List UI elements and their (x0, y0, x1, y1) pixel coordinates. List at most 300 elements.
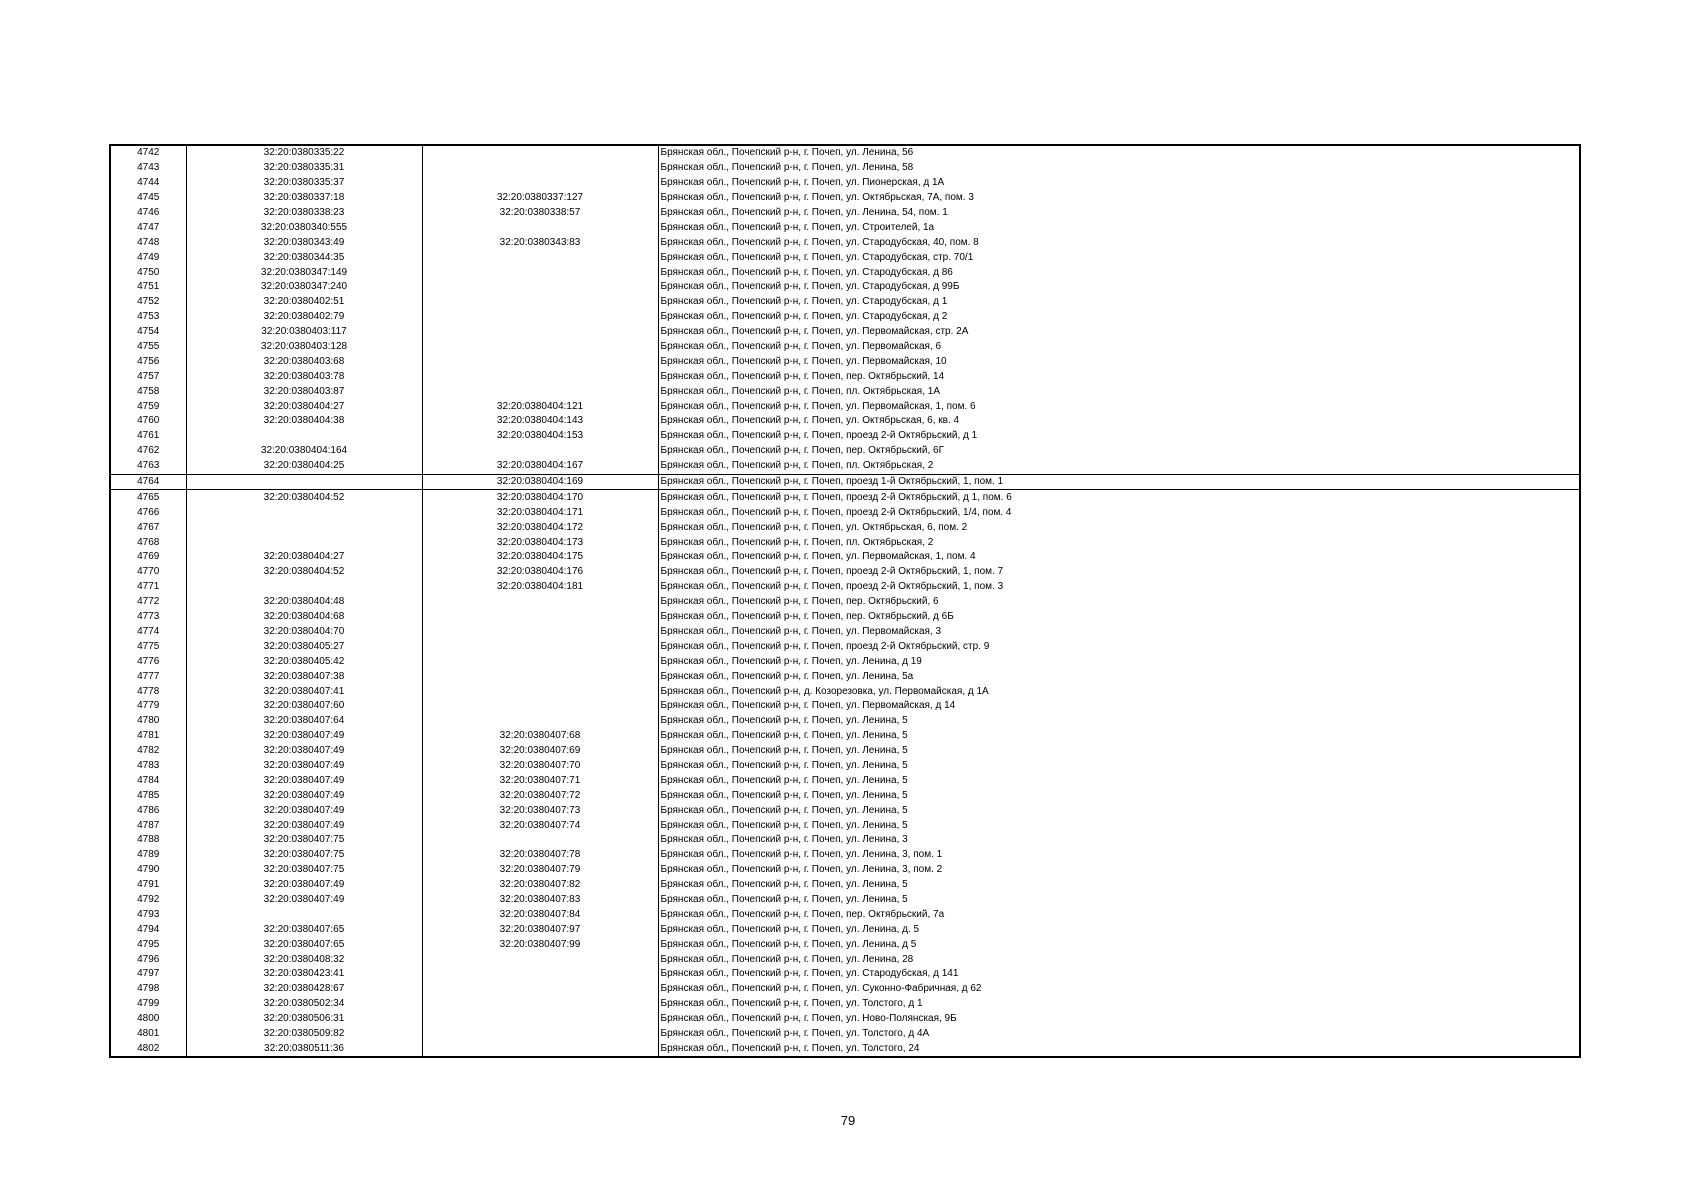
table-row (110, 654, 1580, 669)
row-number-cell: 4772 (110, 595, 186, 610)
address-cell: Брянская обл., Почепский р-н, г. Почеп, ул. Стародубская, д 99Б (660, 281, 960, 293)
cadastral-number-cell: 32:20:0380407:49 (186, 818, 422, 833)
table-row (110, 759, 1580, 774)
object-number-cell (422, 220, 658, 235)
table-row (110, 280, 1580, 295)
address-cell: Брянская обл., Почепский р-н, г. Почеп, проезд 2-й Октябрьский, 1, пом. 7 (660, 566, 1004, 578)
cadastral-number-cell: 32:20:0380407:75 (186, 848, 422, 863)
row-number-cell: 4786 (110, 803, 186, 818)
object-number-cell (422, 145, 658, 161)
row-number-cell: 4756 (110, 354, 186, 369)
table-row (110, 937, 1580, 952)
address-cell: Брянская обл., Почепский р-н, г. Почеп, ул. Стародубская, 40, пом. 8 (660, 236, 979, 248)
object-number-cell: 32:20:0380404:143 (422, 414, 658, 429)
table-row (110, 145, 1580, 161)
row-number-cell: 4774 (110, 625, 186, 640)
table-row (110, 1041, 1580, 1057)
cadastral-number-cell: 32:20:0380407:41 (186, 684, 422, 699)
table-row (110, 550, 1580, 565)
document-table (109, 144, 1581, 1058)
cadastral-number-cell: 32:20:0380407:49 (186, 773, 422, 788)
object-number-cell (422, 354, 658, 369)
address-cell: Брянская обл., Почепский р-н, г. Почеп, ул. Ленина, 58 (660, 162, 914, 174)
cadastral-number-cell: 32:20:0380506:31 (186, 1012, 422, 1027)
table-row (110, 714, 1580, 729)
row-number-cell: 4764 (110, 474, 186, 490)
address-cell: Брянская обл., Почепский р-н, г. Почеп, ул. Ленина, д 19 (660, 655, 922, 667)
cadastral-number-cell: 32:20:0380407:65 (186, 922, 422, 937)
address-cell: Брянская обл., Почепский р-н, г. Почеп, пер. Октябрьский, д 6Б (660, 611, 954, 623)
object-number-cell: 32:20:0380407:82 (422, 878, 658, 893)
cadastral-number-cell: 32:20:0380428:67 (186, 982, 422, 997)
object-number-cell (422, 967, 658, 982)
table-row (110, 490, 1580, 505)
object-number-cell: 32:20:0380407:79 (422, 863, 658, 878)
object-number-cell (422, 1027, 658, 1042)
object-number-cell (422, 639, 658, 654)
address-cell: Брянская обл., Почепский р-н, г. Почеп, ул. Ленина, 5 (660, 804, 908, 816)
cadastral-number-cell (186, 535, 422, 550)
table-row (110, 967, 1580, 982)
object-number-cell (422, 1012, 658, 1027)
address-cell: Брянская обл., Почепский р-н, г. Почеп, ул. Ленина, 5 (660, 893, 908, 905)
object-number-cell (422, 952, 658, 967)
table-row (110, 833, 1580, 848)
object-number-cell: 32:20:0380407:73 (422, 803, 658, 818)
row-number-cell: 4782 (110, 744, 186, 759)
row-number-cell: 4765 (110, 490, 186, 505)
object-number-cell (422, 684, 658, 699)
object-number-cell: 32:20:0380407:74 (422, 818, 658, 833)
table-row (110, 535, 1580, 550)
cadastral-number-cell: 32:20:0380403:68 (186, 354, 422, 369)
address-cell: Брянская обл., Почепский р-н, г. Почеп, проезд 2-й Октябрьский, 1, пом. 3 (660, 581, 1004, 593)
table-row (110, 625, 1580, 640)
row-number-cell: 4800 (110, 1012, 186, 1027)
cadastral-number-cell (186, 474, 422, 490)
table-row (110, 414, 1580, 429)
address-cell: Брянская обл., Почепский р-н, г. Почеп, ул. Пионерская, д 1А (660, 177, 945, 189)
table-row (110, 669, 1580, 684)
row-number-cell: 4775 (110, 639, 186, 654)
cadastral-number-cell: 32:20:0380407:49 (186, 759, 422, 774)
object-number-cell (422, 369, 658, 384)
table-row (110, 699, 1580, 714)
table-row (110, 952, 1580, 967)
table-body (110, 145, 1580, 1057)
object-number-cell: 32:20:0380343:83 (422, 235, 658, 250)
object-number-cell: 32:20:0380337:127 (422, 191, 658, 206)
object-number-cell: 32:20:0380407:99 (422, 937, 658, 952)
cadastral-number-cell (186, 429, 422, 444)
row-number-cell: 4771 (110, 580, 186, 595)
row-number-cell: 4783 (110, 759, 186, 774)
address-cell: Брянская обл., Почепский р-н, г. Почеп, ул. Стародубская, д 1 (660, 296, 948, 308)
address-cell: Брянская обл., Почепский р-н, г. Почеп, ул. Ленина, д. 5 (660, 923, 920, 935)
address-cell: Брянская обл., Почепский р-н, г. Почеп, проезд 2-й Октябрьский, д 1 (660, 430, 978, 442)
object-number-cell: 32:20:0380404:121 (422, 399, 658, 414)
address-cell: Брянская обл., Почепский р-н, г. Почеп, пер. Октябрьский, 7а (660, 908, 945, 920)
address-cell: Брянская обл., Почепский р-н, г. Почеп, ул. Первомайская, 3 (660, 625, 942, 637)
row-number-cell: 4742 (110, 145, 186, 161)
row-number-cell: 4766 (110, 505, 186, 520)
row-number-cell: 4781 (110, 729, 186, 744)
object-number-cell: 32:20:0380404:181 (422, 580, 658, 595)
cadastral-number-cell: 32:20:0380408:32 (186, 952, 422, 967)
row-number-cell: 4777 (110, 669, 186, 684)
cadastral-number-cell: 32:20:0380407:49 (186, 729, 422, 744)
cadastral-number-cell: 32:20:0380337:18 (186, 191, 422, 206)
cadastral-number-cell: 32:20:0380403:117 (186, 325, 422, 340)
cadastral-number-cell: 32:20:0380405:42 (186, 654, 422, 669)
object-number-cell (422, 325, 658, 340)
row-number-cell: 4799 (110, 997, 186, 1012)
cadastral-number-cell: 32:20:0380335:37 (186, 176, 422, 191)
table-row (110, 459, 1580, 474)
address-cell: Брянская обл., Почепский р-н, г. Почеп, ул. Первомайская, д 14 (660, 700, 956, 712)
object-number-cell: 32:20:0380407:97 (422, 922, 658, 937)
object-number-cell (422, 295, 658, 310)
object-number-cell (422, 654, 658, 669)
cadastral-number-cell: 32:20:0380423:41 (186, 967, 422, 982)
address-cell: Брянская обл., Почепский р-н, г. Почеп, ул. Строителей, 1а (660, 221, 935, 233)
row-number-cell: 4752 (110, 295, 186, 310)
cadastral-number-cell: 32:20:0380407:49 (186, 878, 422, 893)
row-number-cell: 4767 (110, 520, 186, 535)
address-cell: Брянская обл., Почепский р-н, г. Почеп, ул. Ленина, 5 (660, 745, 908, 757)
row-number-cell: 4747 (110, 220, 186, 235)
address-cell: Брянская обл., Почепский р-н, г. Почеп, ул. Ленина, 56 (660, 147, 914, 159)
address-cell: Брянская обл., Почепский р-н, г. Почеп, проезд 2-й Октябрьский, 1/4, пом. 4 (660, 506, 1012, 518)
object-number-cell: 32:20:0380407:84 (422, 907, 658, 922)
cadastral-number-cell: 32:20:0380407:49 (186, 803, 422, 818)
object-number-cell (422, 250, 658, 265)
object-number-cell (422, 310, 658, 325)
row-number-cell: 4744 (110, 176, 186, 191)
address-cell: Брянская обл., Почепский р-н, г. Почеп, ул. Ленина, 28 (660, 953, 914, 965)
row-number-cell: 4762 (110, 444, 186, 459)
cadastral-number-cell: 32:20:0380340:555 (186, 220, 422, 235)
cadastral-number-cell: 32:20:0380403:128 (186, 340, 422, 355)
address-cell: Брянская обл., Почепский р-н, г. Почеп, ул. Ленина, 3, пом. 1 (660, 849, 943, 861)
address-cell: Брянская обл., Почепский р-н, г. Почеп, ул. Первомайская, 10 (660, 355, 947, 367)
object-number-cell: 32:20:0380404:176 (422, 565, 658, 580)
address-cell: Брянская обл., Почепский р-н, г. Почеп, проезд 2-й Октябрьский, д 1, пом. 6 (660, 491, 1012, 503)
object-number-cell: 32:20:0380338:57 (422, 206, 658, 221)
row-number-cell: 4754 (110, 325, 186, 340)
cadastral-number-cell (186, 520, 422, 535)
address-cell: Брянская обл., Почепский р-н, г. Почеп, проезд 2-й Октябрьский, стр. 9 (660, 640, 990, 652)
object-number-cell (422, 340, 658, 355)
table-row (110, 1027, 1580, 1042)
object-number-cell: 32:20:0380404:170 (422, 490, 658, 505)
row-number-cell: 4798 (110, 982, 186, 997)
object-number-cell: 32:20:0380404:172 (422, 520, 658, 535)
address-cell: Брянская обл., Почепский р-н, г. Почеп, ул. Стародубская, д 86 (660, 266, 953, 278)
row-number-cell: 4743 (110, 161, 186, 176)
table-row (110, 982, 1580, 997)
cadastral-number-cell: 32:20:0380407:75 (186, 863, 422, 878)
address-cell: Брянская обл., Почепский р-н, г. Почеп, ул. Ленина, 5 (660, 730, 908, 742)
page-number: 79 (840, 1113, 856, 1128)
address-cell: Брянская обл., Почепский р-н, г. Почеп, ул. Толстого, д 1 (660, 998, 923, 1010)
address-cell: Брянская обл., Почепский р-н, г. Почеп, проезд 1-й Октябрьский, 1, пом. 1 (658, 474, 1580, 490)
row-number-cell: 4758 (110, 384, 186, 399)
table-row (110, 803, 1580, 818)
address-cell: Брянская обл., Почепский р-н, г. Почеп, ул. Ленина, д 5 (660, 938, 917, 950)
address-cell: Брянская обл., Почепский р-н, г. Почеп, ул. Ленина, 54, пом. 1 (660, 207, 948, 218)
cadastral-number-cell: 32:20:0380347:240 (186, 280, 422, 295)
object-number-cell: 32:20:0380404:169 (422, 474, 658, 490)
row-number-cell: 4751 (110, 280, 186, 295)
object-number-cell: 32:20:0380404:153 (422, 429, 658, 444)
cadastral-number-cell: 32:20:0380404:52 (186, 565, 422, 580)
object-number-cell (422, 280, 658, 295)
object-number-cell (422, 384, 658, 399)
row-number-cell: 4785 (110, 788, 186, 803)
cadastral-number-cell: 32:20:0380402:51 (186, 295, 422, 310)
row-number-cell: 4801 (110, 1027, 186, 1042)
cadastral-number-cell (186, 907, 422, 922)
cadastral-number-cell (186, 505, 422, 520)
address-cell: Брянская обл., Почепский р-н, г. Почеп, пер. Октябрьский, 6 (660, 596, 939, 608)
cadastral-number-cell: 32:20:0380404:27 (186, 399, 422, 414)
row-number-cell: 4784 (110, 773, 186, 788)
table-row (110, 340, 1580, 355)
cadastral-number-cell: 32:20:0380404:164 (186, 444, 422, 459)
cadastral-number-cell: 32:20:0380405:27 (186, 639, 422, 654)
cadastral-number-cell: 32:20:0380404:68 (186, 610, 422, 625)
cadastral-number-cell: 32:20:0380404:27 (186, 550, 422, 565)
address-cell: Брянская обл., Почепский р-н, г. Почеп, ул. Толстого, д 4А (660, 1027, 930, 1039)
object-number-cell: 32:20:0380404:171 (422, 505, 658, 520)
table-row (110, 310, 1580, 325)
table-row (110, 1012, 1580, 1027)
cadastral-number-cell: 32:20:0380407:75 (186, 833, 422, 848)
address-cell: Брянская обл., Почепский р-н, д. Козорезовка, ул. Первомайская, д 1А (660, 685, 989, 697)
table-row (110, 922, 1580, 937)
table-row (110, 399, 1580, 414)
table-row (110, 610, 1580, 625)
table-row (110, 235, 1580, 250)
row-number-cell: 4778 (110, 684, 186, 699)
table-row (110, 265, 1580, 280)
address-cell: Брянская обл., Почепский р-н, г. Почеп, ул. Ленина, 3 (660, 834, 908, 846)
object-number-cell (422, 1041, 658, 1057)
cadastral-number-cell: 32:20:0380407:64 (186, 714, 422, 729)
row-number-cell: 4760 (110, 414, 186, 429)
table-row (110, 863, 1580, 878)
row-number-cell: 4791 (110, 878, 186, 893)
address-cell: Брянская обл., Почепский р-н, г. Почеп, ул. Ново-Полянская, 9Б (660, 1013, 957, 1025)
object-number-cell: 32:20:0380407:69 (422, 744, 658, 759)
object-number-cell: 32:20:0380407:70 (422, 759, 658, 774)
row-number-cell: 4789 (110, 848, 186, 863)
row-number-cell: 4769 (110, 550, 186, 565)
object-number-cell (422, 982, 658, 997)
address-cell: Брянская обл., Почепский р-н, г. Почеп, ул. Первомайская, стр. 2А (660, 326, 969, 338)
table-row (110, 684, 1580, 699)
cadastral-number-cell: 32:20:0380343:49 (186, 235, 422, 250)
address-cell: Брянская обл., Почепский р-н, г. Почеп, ул. Октябрьская, 6, кв. 4 (660, 415, 960, 427)
row-number-cell: 4802 (110, 1041, 186, 1057)
address-cell: Брянская обл., Почепский р-н, г. Почеп, ул. Первомайская, 6 (660, 341, 942, 353)
address-cell: Брянская обл., Почепский р-н, г. Почеп, пер. Октябрьский, 6Г (660, 445, 945, 457)
cadastral-number-cell: 32:20:0380404:52 (186, 490, 422, 505)
cadastral-number-cell: 32:20:0380404:25 (186, 459, 422, 474)
cadastral-number-cell: 32:20:0380407:38 (186, 669, 422, 684)
object-number-cell: 32:20:0380404:175 (422, 550, 658, 565)
address-cell: Брянская обл., Почепский р-н, г. Почеп, ул. Ленина, 5 (660, 774, 908, 786)
table-row (110, 595, 1580, 610)
table-row (110, 997, 1580, 1012)
address-cell: Брянская обл., Почепский р-н, г. Почеп, пл. Октябрьская, 2 (658, 459, 1580, 474)
object-number-cell (422, 699, 658, 714)
table-row (110, 744, 1580, 759)
object-number-cell: 32:20:0380404:173 (422, 535, 658, 550)
cadastral-number-cell: 32:20:0380403:87 (186, 384, 422, 399)
row-number-cell: 4776 (110, 654, 186, 669)
address-cell: Брянская обл., Почепский р-н, г. Почеп, ул. Суконно-Фабричная, д 62 (660, 983, 982, 995)
object-number-cell: 32:20:0380407:83 (422, 893, 658, 908)
cadastral-number-cell: 32:20:0380335:22 (186, 145, 422, 161)
object-number-cell (422, 595, 658, 610)
table-row (110, 893, 1580, 908)
table-row (110, 773, 1580, 788)
row-number-cell: 4745 (110, 191, 186, 206)
cadastral-number-cell: 32:20:0380407:60 (186, 699, 422, 714)
table-row (110, 520, 1580, 535)
address-cell: Брянская обл., Почепский р-н, г. Почеп, ул. Стародубская, д 141 (660, 968, 959, 980)
object-number-cell (422, 265, 658, 280)
row-number-cell: 4796 (110, 952, 186, 967)
cadastral-number-cell: 32:20:0380407:49 (186, 788, 422, 803)
row-number-cell: 4761 (110, 429, 186, 444)
row-number-cell: 4780 (110, 714, 186, 729)
row-number-cell: 4755 (110, 340, 186, 355)
cadastral-number-cell: 32:20:0380344:35 (186, 250, 422, 265)
table-row (110, 444, 1580, 459)
address-cell: Брянская обл., Почепский р-н, г. Почеп, пер. Октябрьский, 14 (660, 370, 945, 382)
object-number-cell: 32:20:0380407:72 (422, 788, 658, 803)
row-number-cell: 4763 (110, 459, 186, 474)
table-row (110, 325, 1580, 340)
object-number-cell: 32:20:0380407:78 (422, 848, 658, 863)
row-number-cell: 4792 (110, 893, 186, 908)
object-number-cell: 32:20:0380407:68 (422, 729, 658, 744)
object-number-cell (422, 669, 658, 684)
cadastral-number-cell: 32:20:0380407:49 (186, 744, 422, 759)
row-number-cell: 4790 (110, 863, 186, 878)
row-number-cell: 4795 (110, 937, 186, 952)
object-number-cell (422, 714, 658, 729)
cadastral-number-cell: 32:20:0380402:79 (186, 310, 422, 325)
table-row (110, 580, 1580, 595)
row-number-cell: 4749 (110, 250, 186, 265)
table-row (110, 295, 1580, 310)
cadastral-number-cell: 32:20:0380407:65 (186, 937, 422, 952)
row-number-cell: 4773 (110, 610, 186, 625)
cadastral-number-cell (186, 580, 422, 595)
table-row (110, 907, 1580, 922)
object-number-cell (422, 833, 658, 848)
address-cell: Брянская обл., Почепский р-н, г. Почеп, ул. Первомайская, 1, пом. 4 (660, 551, 976, 563)
row-number-cell: 4797 (110, 967, 186, 982)
cadastral-number-cell: 32:20:0380511:36 (186, 1041, 422, 1057)
row-number-cell: 4748 (110, 235, 186, 250)
table-row (110, 354, 1580, 369)
row-number-cell: 4779 (110, 699, 186, 714)
row-number-cell: 4768 (110, 535, 186, 550)
table-row (110, 818, 1580, 833)
row-number-cell: 4770 (110, 565, 186, 580)
table-row (110, 565, 1580, 580)
table-row (110, 878, 1580, 893)
address-cell: Брянская обл., Почепский р-н, г. Почеп, ул. Первомайская, 1, пом. 6 (660, 400, 976, 412)
table-row (110, 161, 1580, 176)
table-row (110, 176, 1580, 191)
address-cell: Брянская обл., Почепский р-н, г. Почеп, ул. Ленина, 5 (660, 715, 908, 727)
object-number-cell (422, 997, 658, 1012)
address-cell: Брянская обл., Почепский р-н, г. Почеп, ул. Толстого, 24 (658, 1041, 1580, 1057)
table-row (110, 429, 1580, 444)
object-number-cell (422, 625, 658, 640)
cadastral-number-cell: 32:20:0380509:82 (186, 1027, 422, 1042)
row-number-cell: 4750 (110, 265, 186, 280)
object-number-cell (422, 444, 658, 459)
cadastral-number-cell: 32:20:0380338:23 (186, 206, 422, 221)
address-cell: Брянская обл., Почепский р-н, г. Почеп, ул. Ленина, 5 (660, 759, 908, 771)
address-cell: Брянская обл., Почепский р-н, г. Почеп, ул. Ленина, 3, пом. 2 (660, 864, 943, 876)
address-cell: Брянская обл., Почепский р-н, г. Почеп, пл. Октябрьская, 1А (660, 385, 941, 397)
table-row (110, 505, 1580, 520)
table-row (110, 191, 1580, 206)
address-cell: Брянская обл., Почепский р-н, г. Почеп, ул. Ленина, 5 (660, 819, 908, 831)
row-number-cell: 4759 (110, 399, 186, 414)
cadastral-number-cell: 32:20:0380502:34 (186, 997, 422, 1012)
row-number-cell: 4794 (110, 922, 186, 937)
object-number-cell: 32:20:0380404:167 (422, 459, 658, 474)
address-cell: Брянская обл., Почепский р-н, г. Почеп, ул. Стародубская, стр. 70/1 (660, 251, 974, 263)
cadastral-number-cell: 32:20:0380407:49 (186, 893, 422, 908)
object-number-cell (422, 176, 658, 191)
address-cell: Брянская обл., Почепский р-н, г. Почеп, ул. Ленина, 5 (660, 879, 908, 891)
table-row (110, 369, 1580, 384)
row-number-cell: 4757 (110, 369, 186, 384)
table-row (110, 250, 1580, 265)
object-number-cell: 32:20:0380407:71 (422, 773, 658, 788)
address-cell: Брянская обл., Почепский р-н, г. Почеп, пл. Октябрьская, 2 (660, 536, 934, 548)
cadastral-number-cell: 32:20:0380404:70 (186, 625, 422, 640)
address-cell: Брянская обл., Почепский р-н, г. Почеп, ул. Октябрьская, 7А, пом. 3 (660, 192, 974, 204)
cadastral-number-cell: 32:20:0380404:48 (186, 595, 422, 610)
object-number-cell (422, 610, 658, 625)
table-row (110, 729, 1580, 744)
address-cell: Брянская обл., Почепский р-н, г. Почеп, ул. Ленина, 5 (660, 789, 908, 801)
table-row (110, 384, 1580, 399)
cadastral-number-cell: 32:20:0380404:38 (186, 414, 422, 429)
row-number-cell: 4788 (110, 833, 186, 848)
table-row (110, 474, 1580, 490)
table-row (110, 220, 1580, 235)
row-number-cell: 4787 (110, 818, 186, 833)
cadastral-number-cell: 32:20:0380403:78 (186, 369, 422, 384)
cadastral-number-cell: 32:20:0380335:31 (186, 161, 422, 176)
table-row (110, 788, 1580, 803)
cadastral-number-cell: 32:20:0380347:149 (186, 265, 422, 280)
address-cell: Брянская обл., Почепский р-н, г. Почеп, ул. Стародубская, д 2 (660, 311, 948, 323)
address-cell: Брянская обл., Почепский р-н, г. Почеп, ул. Октябрьская, 6, пом. 2 (660, 521, 968, 533)
